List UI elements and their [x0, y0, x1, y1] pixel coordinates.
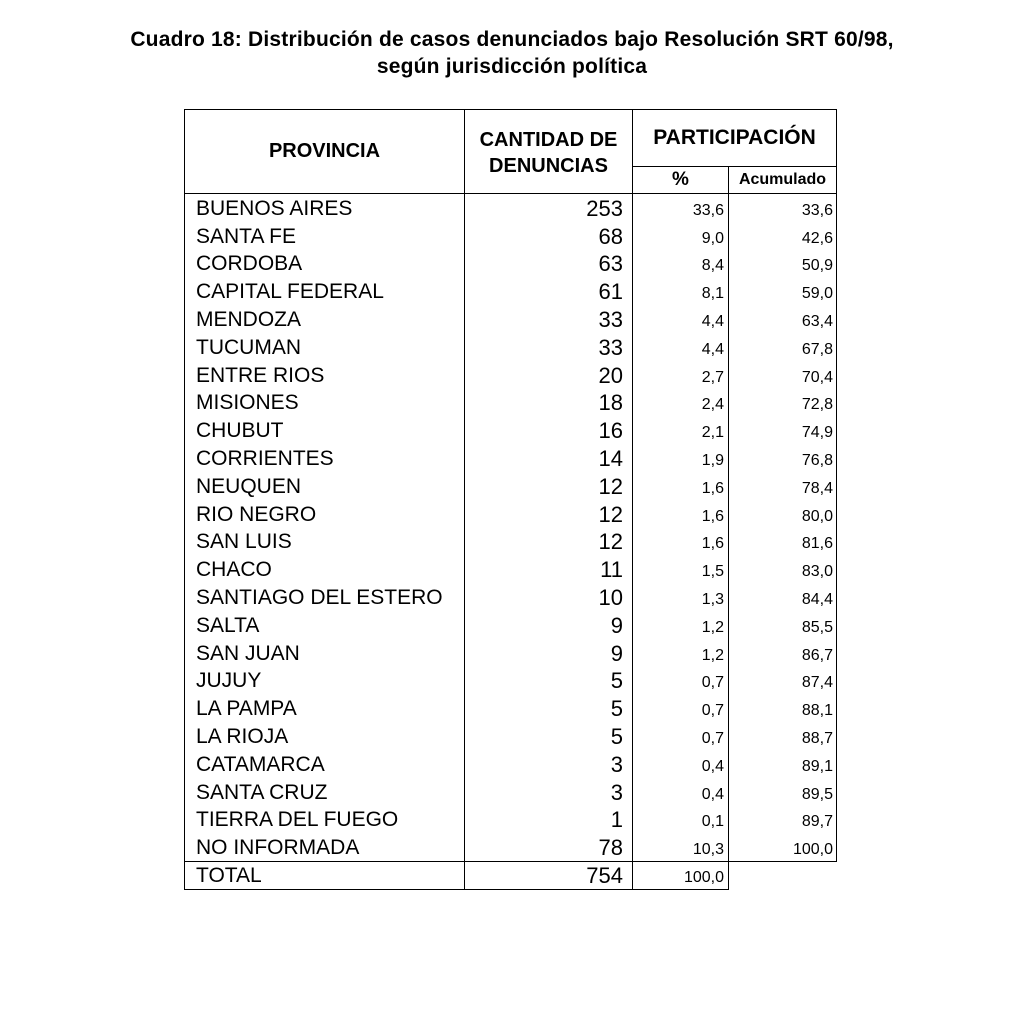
provincia-cell: CORDOBA — [185, 250, 465, 278]
acumulado-cell: 78,4 — [729, 472, 837, 500]
table-row — [185, 194, 837, 222]
cantidad-cell: 63 — [465, 250, 633, 278]
pct-cell: 1,2 — [633, 639, 729, 667]
acumulado-cell: 70,4 — [729, 361, 837, 389]
provincia-cell: LA RIOJA — [185, 722, 465, 750]
pct-cell: 10,3 — [633, 833, 729, 861]
cantidad-cell: 20 — [465, 361, 633, 389]
pct-cell: 0,7 — [633, 667, 729, 695]
pct-cell: 1,6 — [633, 500, 729, 528]
header-row — [185, 110, 837, 167]
acumulado-cell: 86,7 — [729, 639, 837, 667]
pct-cell: 1,9 — [633, 444, 729, 472]
provincia-cell: NEUQUEN — [185, 472, 465, 500]
provincia-cell: SAN JUAN — [185, 639, 465, 667]
header-participacion: PARTICIPACIÓN — [633, 110, 837, 167]
cantidad-cell: 78 — [465, 833, 633, 861]
table-row — [185, 305, 837, 333]
provincia-cell: BUENOS AIRES — [185, 194, 465, 222]
provincia-cell: SANTA FE — [185, 222, 465, 250]
pct-cell: 1,5 — [633, 555, 729, 583]
acumulado-cell: 88,7 — [729, 722, 837, 750]
provincia-cell: SAN LUIS — [185, 528, 465, 556]
provincia-cell: CATAMARCA — [185, 750, 465, 778]
provincia-cell: CAPITAL FEDERAL — [185, 277, 465, 305]
provincia-cell: LA PAMPA — [185, 694, 465, 722]
table-row — [185, 667, 837, 695]
header-acumulado: Acumulado — [729, 167, 837, 194]
pct-cell: 33,6 — [633, 194, 729, 222]
table-row — [185, 472, 837, 500]
header-cantidad-line2: DENUNCIAS — [489, 154, 608, 177]
table-row — [185, 583, 837, 611]
header-provincia: PROVINCIA — [185, 110, 465, 194]
table-row — [185, 222, 837, 250]
provincia-cell: NO INFORMADA — [185, 833, 465, 861]
acumulado-cell: 84,4 — [729, 583, 837, 611]
pct-cell: 0,7 — [633, 722, 729, 750]
acumulado-cell: 89,7 — [729, 806, 837, 834]
table-row — [185, 611, 837, 639]
cantidad-cell: 12 — [465, 500, 633, 528]
header-cantidad — [465, 110, 633, 194]
acumulado-cell: 33,6 — [729, 194, 837, 222]
provincia-cell: MISIONES — [185, 389, 465, 417]
cantidad-cell: 68 — [465, 222, 633, 250]
pct-cell: 0,4 — [633, 778, 729, 806]
pct-cell: 0,4 — [633, 750, 729, 778]
table-row — [185, 694, 837, 722]
pct-cell: 8,4 — [633, 250, 729, 278]
acumulado-cell: 87,4 — [729, 667, 837, 695]
acumulado-cell: 50,9 — [729, 250, 837, 278]
provincia-cell: JUJUY — [185, 667, 465, 695]
pct-cell: 2,1 — [633, 416, 729, 444]
pct-cell: 0,7 — [633, 694, 729, 722]
cantidad-cell: 33 — [465, 333, 633, 361]
pct-cell: 0,1 — [633, 806, 729, 834]
page-title — [0, 26, 1024, 80]
cantidad-cell: 9 — [465, 611, 633, 639]
acumulado-cell: 63,4 — [729, 305, 837, 333]
table-row — [185, 750, 837, 778]
table-row — [185, 444, 837, 472]
pct-cell: 4,4 — [633, 305, 729, 333]
provincia-cell: TUCUMAN — [185, 333, 465, 361]
cantidad-cell: 5 — [465, 694, 633, 722]
cantidad-cell: 10 — [465, 583, 633, 611]
acumulado-cell: 80,0 — [729, 500, 837, 528]
cantidad-cell: 61 — [465, 277, 633, 305]
acumulado-cell: 76,8 — [729, 444, 837, 472]
pct-cell: 9,0 — [633, 222, 729, 250]
acumulado-cell: 59,0 — [729, 277, 837, 305]
acumulado-cell: 88,1 — [729, 694, 837, 722]
total-label: TOTAL — [185, 862, 465, 890]
table-row — [185, 833, 837, 861]
acumulado-cell: 100,0 — [729, 833, 837, 861]
table-row — [185, 361, 837, 389]
header-cantidad-line1: CANTIDAD DE — [479, 128, 618, 151]
pct-cell: 4,4 — [633, 333, 729, 361]
cantidad-cell: 5 — [465, 722, 633, 750]
total-pct: 100,0 — [633, 862, 729, 890]
table-row — [185, 277, 837, 305]
title-line-2: según jurisdicción política — [376, 55, 648, 78]
table-row — [185, 416, 837, 444]
denuncias-table — [184, 109, 837, 890]
table-row — [185, 528, 837, 556]
total-row — [185, 862, 837, 890]
acumulado-cell: 83,0 — [729, 555, 837, 583]
cantidad-cell: 5 — [465, 667, 633, 695]
cantidad-cell: 253 — [465, 194, 633, 222]
provincia-cell: SANTA CRUZ — [185, 778, 465, 806]
cantidad-cell: 12 — [465, 472, 633, 500]
acumulado-cell: 74,9 — [729, 416, 837, 444]
pct-cell: 8,1 — [633, 277, 729, 305]
table-row — [185, 250, 837, 278]
provincia-cell: RIO NEGRO — [185, 500, 465, 528]
acumulado-cell: 89,1 — [729, 750, 837, 778]
acumulado-cell: 42,6 — [729, 222, 837, 250]
acumulado-cell: 72,8 — [729, 389, 837, 417]
acumulado-cell: 85,5 — [729, 611, 837, 639]
table-row — [185, 500, 837, 528]
cantidad-cell: 12 — [465, 528, 633, 556]
pct-cell: 2,4 — [633, 389, 729, 417]
cantidad-cell: 11 — [465, 555, 633, 583]
acumulado-cell: 81,6 — [729, 528, 837, 556]
header-pct: % — [633, 167, 729, 194]
provincia-cell: ENTRE RIOS — [185, 361, 465, 389]
provincia-cell: CORRIENTES — [185, 444, 465, 472]
table-row — [185, 639, 837, 667]
pct-cell: 2,7 — [633, 361, 729, 389]
table-row — [185, 722, 837, 750]
table-row — [185, 389, 837, 417]
cantidad-cell: 3 — [465, 750, 633, 778]
cantidad-cell: 16 — [465, 416, 633, 444]
provincia-cell: CHACO — [185, 555, 465, 583]
provincia-cell: MENDOZA — [185, 305, 465, 333]
table-row — [185, 806, 837, 834]
table-row — [185, 333, 837, 361]
cantidad-cell: 18 — [465, 389, 633, 417]
pct-cell: 1,3 — [633, 583, 729, 611]
provincia-cell: SALTA — [185, 611, 465, 639]
acumulado-cell: 89,5 — [729, 778, 837, 806]
total-blank-cell — [729, 862, 837, 890]
cantidad-cell: 9 — [465, 639, 633, 667]
total-cantidad: 754 — [465, 862, 633, 890]
provincia-cell: TIERRA DEL FUEGO — [185, 806, 465, 834]
cantidad-cell: 14 — [465, 444, 633, 472]
pct-cell: 1,6 — [633, 472, 729, 500]
pct-cell: 1,2 — [633, 611, 729, 639]
cantidad-cell: 3 — [465, 778, 633, 806]
title-line-1: Cuadro 18: Distribución de casos denunciados bajo Resolución SRT 60/98, — [130, 28, 894, 51]
provincia-cell: SANTIAGO DEL ESTERO — [185, 583, 465, 611]
pct-cell: 1,6 — [633, 528, 729, 556]
provincia-cell: CHUBUT — [185, 416, 465, 444]
table-row — [185, 555, 837, 583]
table-row — [185, 778, 837, 806]
cantidad-cell: 1 — [465, 806, 633, 834]
acumulado-cell: 67,8 — [729, 333, 837, 361]
cantidad-cell: 33 — [465, 305, 633, 333]
